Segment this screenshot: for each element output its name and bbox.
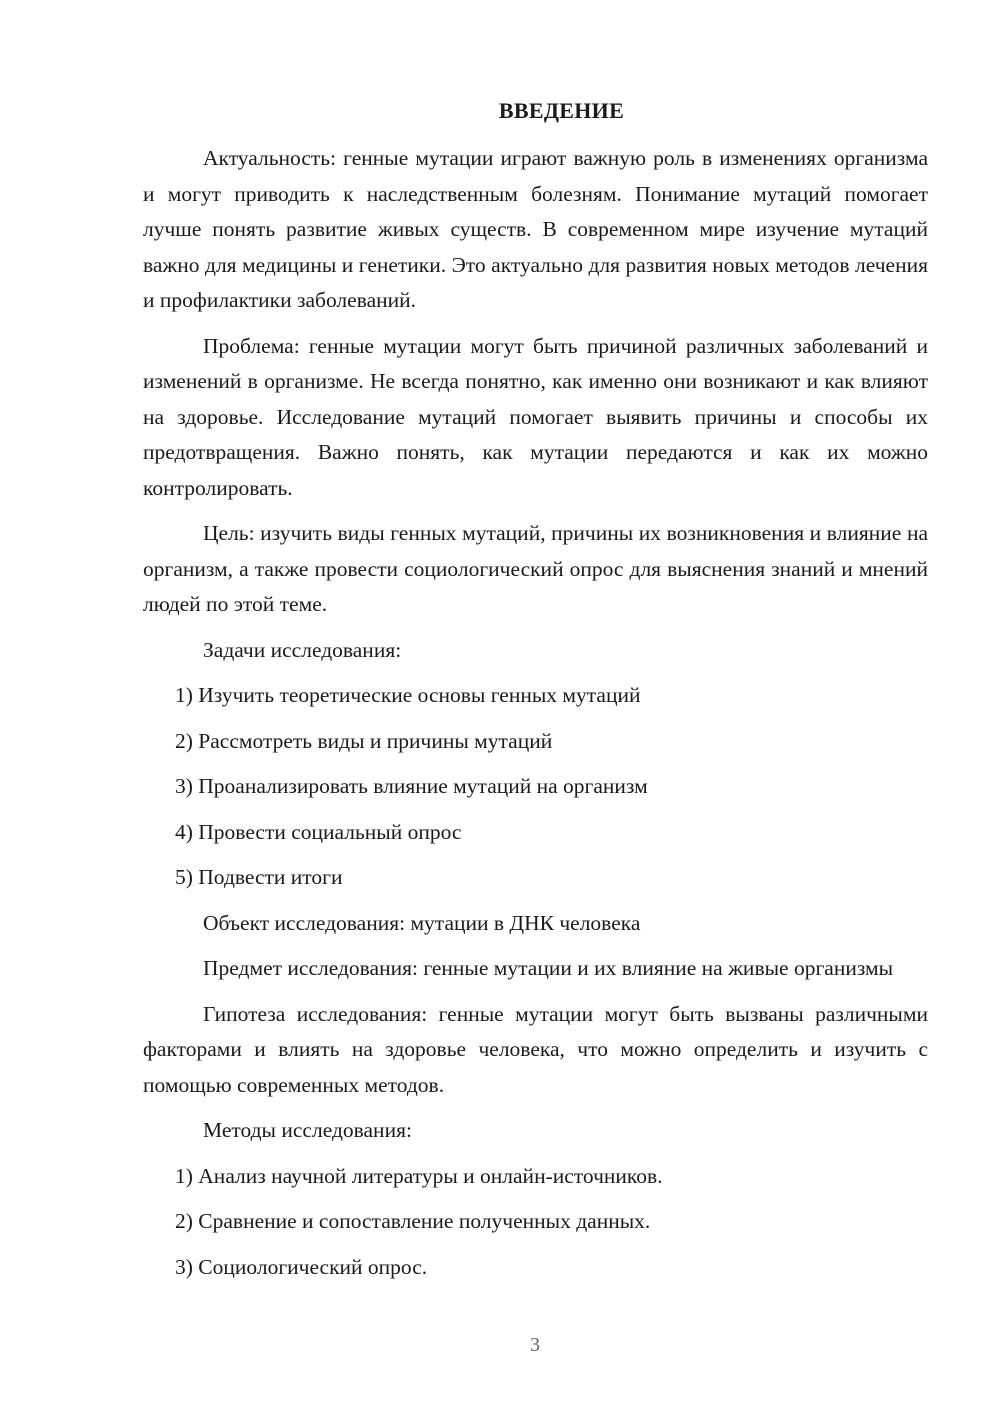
page-number: 3 [530,1334,540,1356]
problem-paragraph: Проблема: генные мутации могут быть причиной различных заболеваний и изменений в организме. Не всегда понятно, как именно они возникают и как влияют на здоровье. Исследование мутаций помогает выявить причины и способы их предотвращения. Важно понять, как мутации передаются и как их можно контролировать. [143,333,928,500]
list-item: 1) Анализ научной литературы и онлайн-источников. [175,1163,663,1188]
document-page [143,95,928,1295]
goal-paragraph: Цель: изучить виды генных мутаций, причины их возникновения и влияние на организм, а также провести социологический опрос для выяснения знаний и мнений людей по этой теме. [143,521,928,616]
tasks-list [143,678,928,896]
list-item: 2) Сравнение и сопоставление полученных данных. [175,1209,651,1233]
methods-title: Методы исследования: [203,1118,412,1142]
list-item: 3) Проанализировать влияние мутаций на организм [175,774,648,798]
methods-list [143,1159,928,1286]
page-title: ВВЕДЕНИЕ [498,98,625,123]
list-item: 4) Провести социальный опрос [175,819,462,844]
list-item: 3) Социологический опрос. [175,1254,428,1279]
hypothesis-paragraph: Гипотеза исследования: генные мутации могут быть вызваны различными факторами и влиять на здоровье человека, что можно определить и изучить с помощью современных методов. [143,1001,928,1097]
list-item: 1) Изучить теоретические основы генных мутаций [175,683,641,707]
tasks-title: Задачи исследования: [203,637,402,662]
list-item: 2) Рассмотреть виды и причины мутаций [175,728,553,753]
relevance-paragraph: Актуальность: генные мутации играют важную роль в изменениях организма и могут приводить к наследственным болезням. Понимание мутаций помогает лучше понять развитие живых существ. В современном мире изучение мутаций важно для медицины и генетики. Это актуально для развития новых методов лечения и профилактики заболеваний. [143,146,928,312]
list-item: 5) Подвести итоги [175,865,343,889]
object-paragraph: Объект исследования: мутации в ДНК человека [203,910,641,935]
subject-paragraph: Предмет исследования: генные мутации и их влияние на живые организмы [203,956,894,980]
